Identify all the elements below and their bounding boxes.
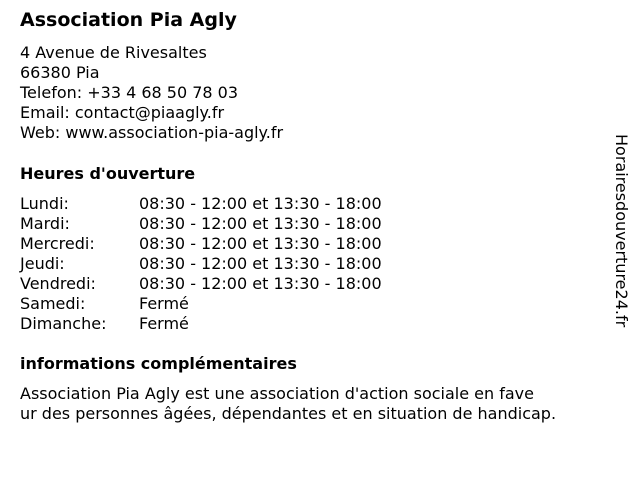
day-label: Dimanche:	[20, 314, 107, 333]
day-label: Jeudi:	[20, 254, 65, 273]
contact-block	[20, 43, 283, 143]
day-label: Mercredi:	[20, 234, 95, 253]
description-line: ur des personnes âgées, dépendantes et en situation de handicap.	[20, 404, 557, 423]
day-label: Lundi:	[20, 194, 69, 213]
time-value: 08:30 - 12:00 et 13:30 - 18:00	[139, 254, 382, 273]
time-value: 08:30 - 12:00 et 13:30 - 18:00	[139, 214, 382, 233]
time-value: 08:30 - 12:00 et 13:30 - 18:00	[139, 274, 382, 293]
address-city: 66380 Pia	[20, 63, 100, 82]
description	[20, 384, 556, 424]
time-value: 08:30 - 12:00 et 13:30 - 18:00	[139, 234, 382, 253]
time-value: Fermé	[139, 314, 189, 333]
info-heading: informations complémentaires	[20, 354, 297, 373]
address-street: 4 Avenue de Rivesaltes	[20, 43, 207, 62]
time-value: 08:30 - 12:00 et 13:30 - 18:00	[139, 194, 382, 213]
site-watermark: Horairesdouverture24.fr	[612, 134, 631, 328]
email-line: Email: contact@piaagly.fr	[20, 103, 225, 122]
day-label: Samedi:	[20, 294, 86, 313]
description-line: Association Pia Agly est une association d'action sociale en fave	[20, 384, 534, 403]
day-label: Vendredi:	[20, 274, 96, 293]
hours-heading: Heures d'ouverture	[20, 164, 196, 183]
time-value: Fermé	[139, 294, 189, 313]
business-name: Association Pia Agly	[20, 9, 237, 31]
phone-line: Telefon: +33 4 68 50 78 03	[20, 83, 239, 102]
day-label: Mardi:	[20, 214, 70, 233]
web-line: Web: www.association-pia-agly.fr	[20, 123, 284, 142]
